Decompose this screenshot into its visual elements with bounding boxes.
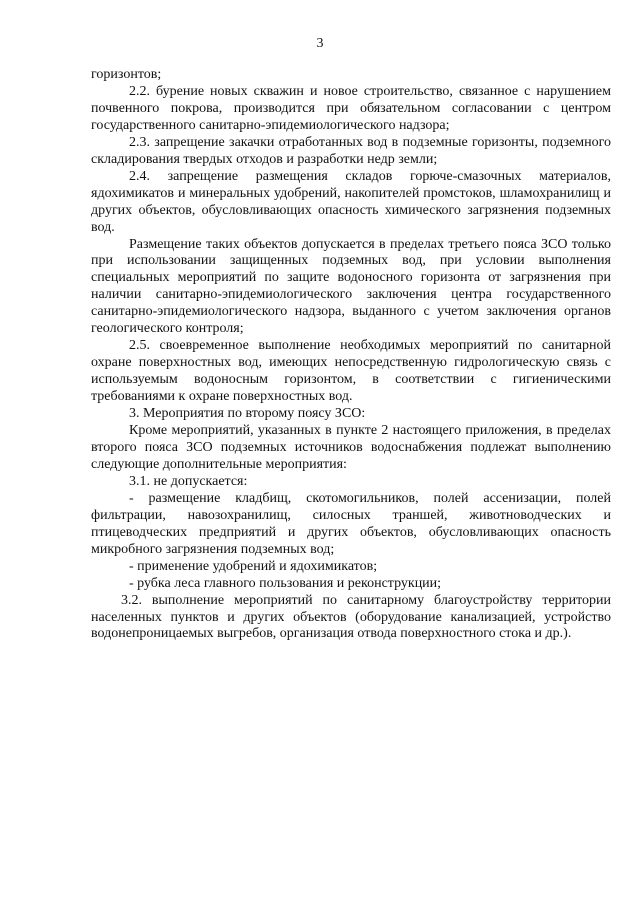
paragraph-2-5: 2.5. своевременное выполнение необходимых мероприятий по санитарной охране поверхностных вод, имеющих непосредственную гидрологическую связь с используемым водоносным горизонтом, в соответствии с гигиеническими требованиями к охране поверхностных вод.	[91, 338, 611, 405]
paragraph-3-2: 3.2. выполнение мероприятий по санитарному благоустройству территории населенных пунктов и других объектов (оборудование канализацией, устройство водонепроницаемых выгребов, организация отвода поверхностного стока и др.).	[91, 592, 611, 642]
list-item-logging: - рубка леса главного пользования и реконструкции;	[129, 575, 442, 591]
paragraph-2-4: 2.4. запрещение размещения складов горюче-смазочных материалов, ядохимикатов и минеральных удобрений, накопителей промстоков, шламохранилищ и других объектов, обусловливающих опасность химического загрязнения подземных вод.	[91, 168, 611, 235]
list-item-prohibited-placement: - размещение кладбищ, скотомогильников, полей ассенизации, полей фильтрации, навозохранилищ, силосных траншей, животноводческих и птицеводческих предприятий и других объектов, обусловливающих опасность микробного загрязнения подземных вод;	[91, 490, 611, 557]
list-item-fertilizers: - применение удобрений и ядохимикатов;	[129, 558, 378, 574]
page-number: 3	[316, 36, 324, 51]
paragraph-section-3-intro: Кроме мероприятий, указанных в пункте 2 настоящего приложения, в пределах второго пояса ЗСО подземных источников водоснабжения подлежат выполнению следующие дополнительные мероприятия:	[91, 423, 611, 472]
paragraph-continuation: горизонтов;	[91, 67, 162, 82]
section-3-heading: 3. Мероприятия по второму поясу ЗСО:	[129, 406, 366, 422]
paragraph-3-1: 3.1. не допускается:	[129, 473, 248, 489]
paragraph-placement: Размещение таких объектов допускается в пределах третьего пояса ЗСО только при использовании защищенных подземных вод, при условии выполнения специальных мероприятий по защите водоносного горизонта от загрязнения при наличии санитарно-эпидемиологического заключения центра государственного санитарно-эпидемиологического надзора, выданного с учетом заключения органов геологического контроля;	[91, 236, 611, 337]
paragraph-2-3: 2.3. запрещение закачки отработанных вод в подземные горизонты, подземного складирования твердых отходов и разработки недр земли;	[91, 134, 611, 167]
document-body	[91, 67, 611, 643]
paragraph-2-2: 2.2. бурение новых скважин и новое строительство, связанное с нарушением почвенного покрова, производится при обязательном согласовании с центром государственного санитарно-эпидемиологического надзора;	[91, 83, 611, 133]
